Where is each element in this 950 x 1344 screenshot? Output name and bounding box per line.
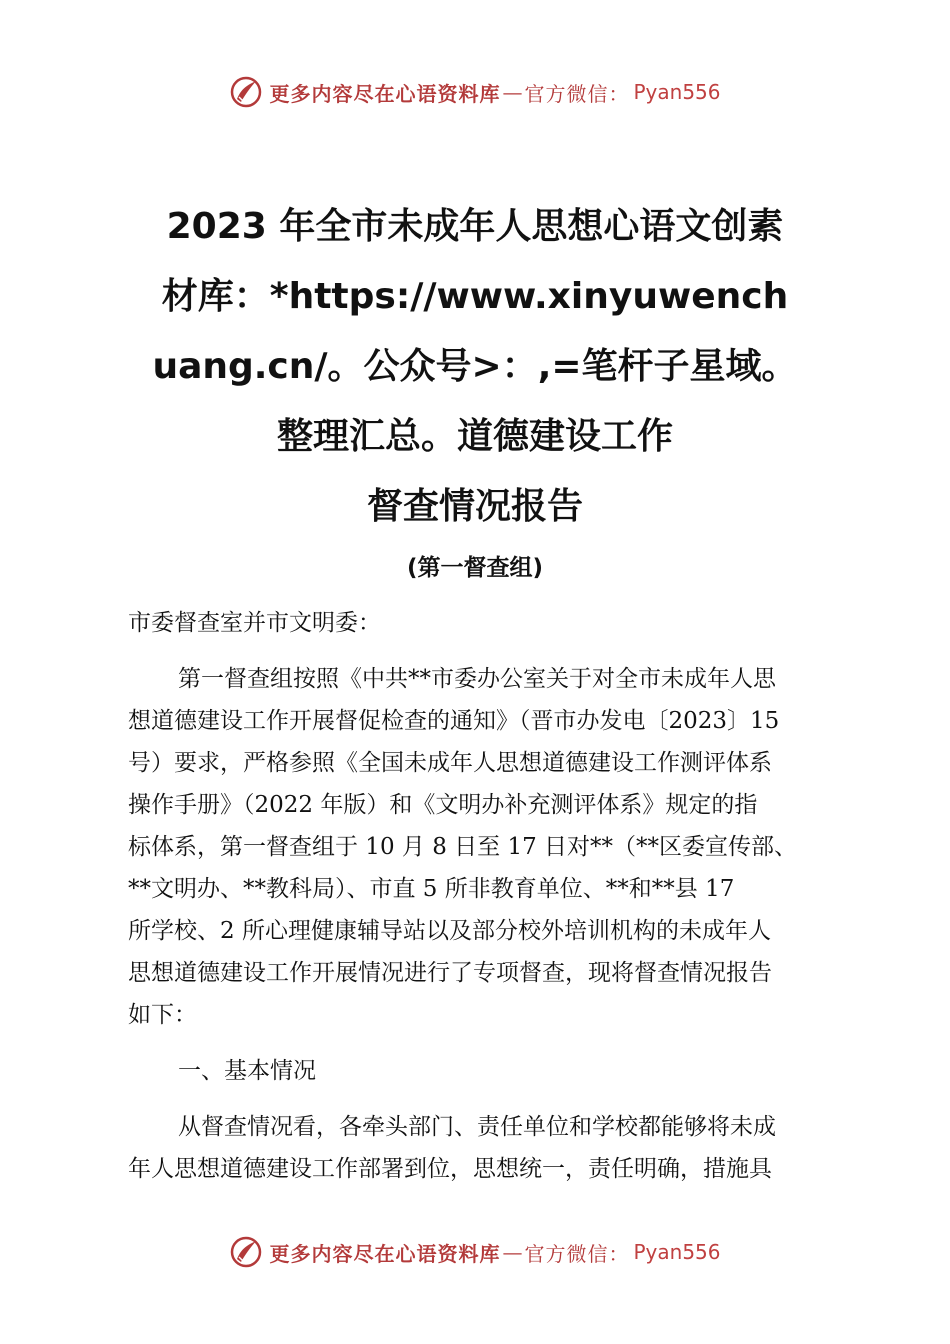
footer-brand-text: 更多内容尽在心语资料库 — [269, 1241, 501, 1266]
brush-logo-icon — [229, 75, 263, 109]
paragraph-2 — [128, 1106, 840, 1190]
paragraph-line: 所学校、2 所心理健康辅导站以及部分校外培训机构的未成年人 — [128, 918, 771, 944]
document-title — [0, 192, 950, 542]
footer-banner — [0, 1232, 950, 1272]
brush-logo-icon — [229, 1235, 263, 1269]
paragraph-line: 第一督查组按照《中共**市委办公室关于对全市未成年人思 — [178, 666, 776, 692]
paragraph-line: 年人思想道德建设工作部署到位，思想统一，责任明确，措施具 — [128, 1156, 772, 1182]
header-wechat-label: 官方微信： — [524, 81, 630, 106]
paragraph-line: 操作手册》（2022 年版）和《文明办补充测评体系》规定的指 — [128, 792, 758, 818]
paragraph-line: 思想道德建设工作开展情况进行了专项督查，现将督查情况报告 — [128, 960, 772, 986]
title-line: uang.cn/。公众号>：,=笔杆子星域。 — [152, 346, 798, 387]
paragraph-line: 想道德建设工作开展督促检查的通知》（晋市办发电〔2023〕15 — [128, 708, 780, 734]
paragraph-line: 从督查情况看，各牵头部门、责任单位和学校都能够将未成 — [178, 1114, 776, 1140]
title-line: 督查情况报告 — [366, 486, 583, 527]
paragraph-1 — [128, 658, 840, 1036]
title-line: 整理汇总。道德建设工作 — [276, 416, 673, 457]
title-line: 2023 年全市未成年人思想心语文创素 — [166, 206, 784, 247]
title-line: 材库：*https://www.xinyuwench — [161, 276, 789, 317]
salutation: 市委督查室并市文明委： — [128, 610, 381, 636]
header-banner — [0, 72, 950, 112]
footer-dash: — — [502, 1240, 523, 1264]
document-body — [128, 602, 840, 1190]
paragraph-line: **文明办、**教科局）、市直 5 所非教育单位、**和**县 17 — [128, 876, 735, 902]
section-heading: 一、基本情况 — [178, 1058, 316, 1084]
document-subtitle: (第一督查组) — [406, 555, 544, 581]
footer-wechat-id: Pyan556 — [633, 1240, 721, 1264]
paragraph-line: 标体系，第一督查组于 10 月 8 日至 17 日对**（**区委宣传部、 — [128, 834, 798, 860]
paragraph-line: 如下： — [128, 1002, 197, 1028]
header-wechat-id: Pyan556 — [633, 80, 721, 104]
header-brand-text: 更多内容尽在心语资料库 — [269, 81, 501, 106]
footer-wechat-label: 官方微信： — [524, 1241, 630, 1266]
header-dash: — — [502, 80, 523, 104]
paragraph-line: 号）要求，严格参照《全国未成年人思想道德建设工作测评体系 — [128, 750, 772, 776]
